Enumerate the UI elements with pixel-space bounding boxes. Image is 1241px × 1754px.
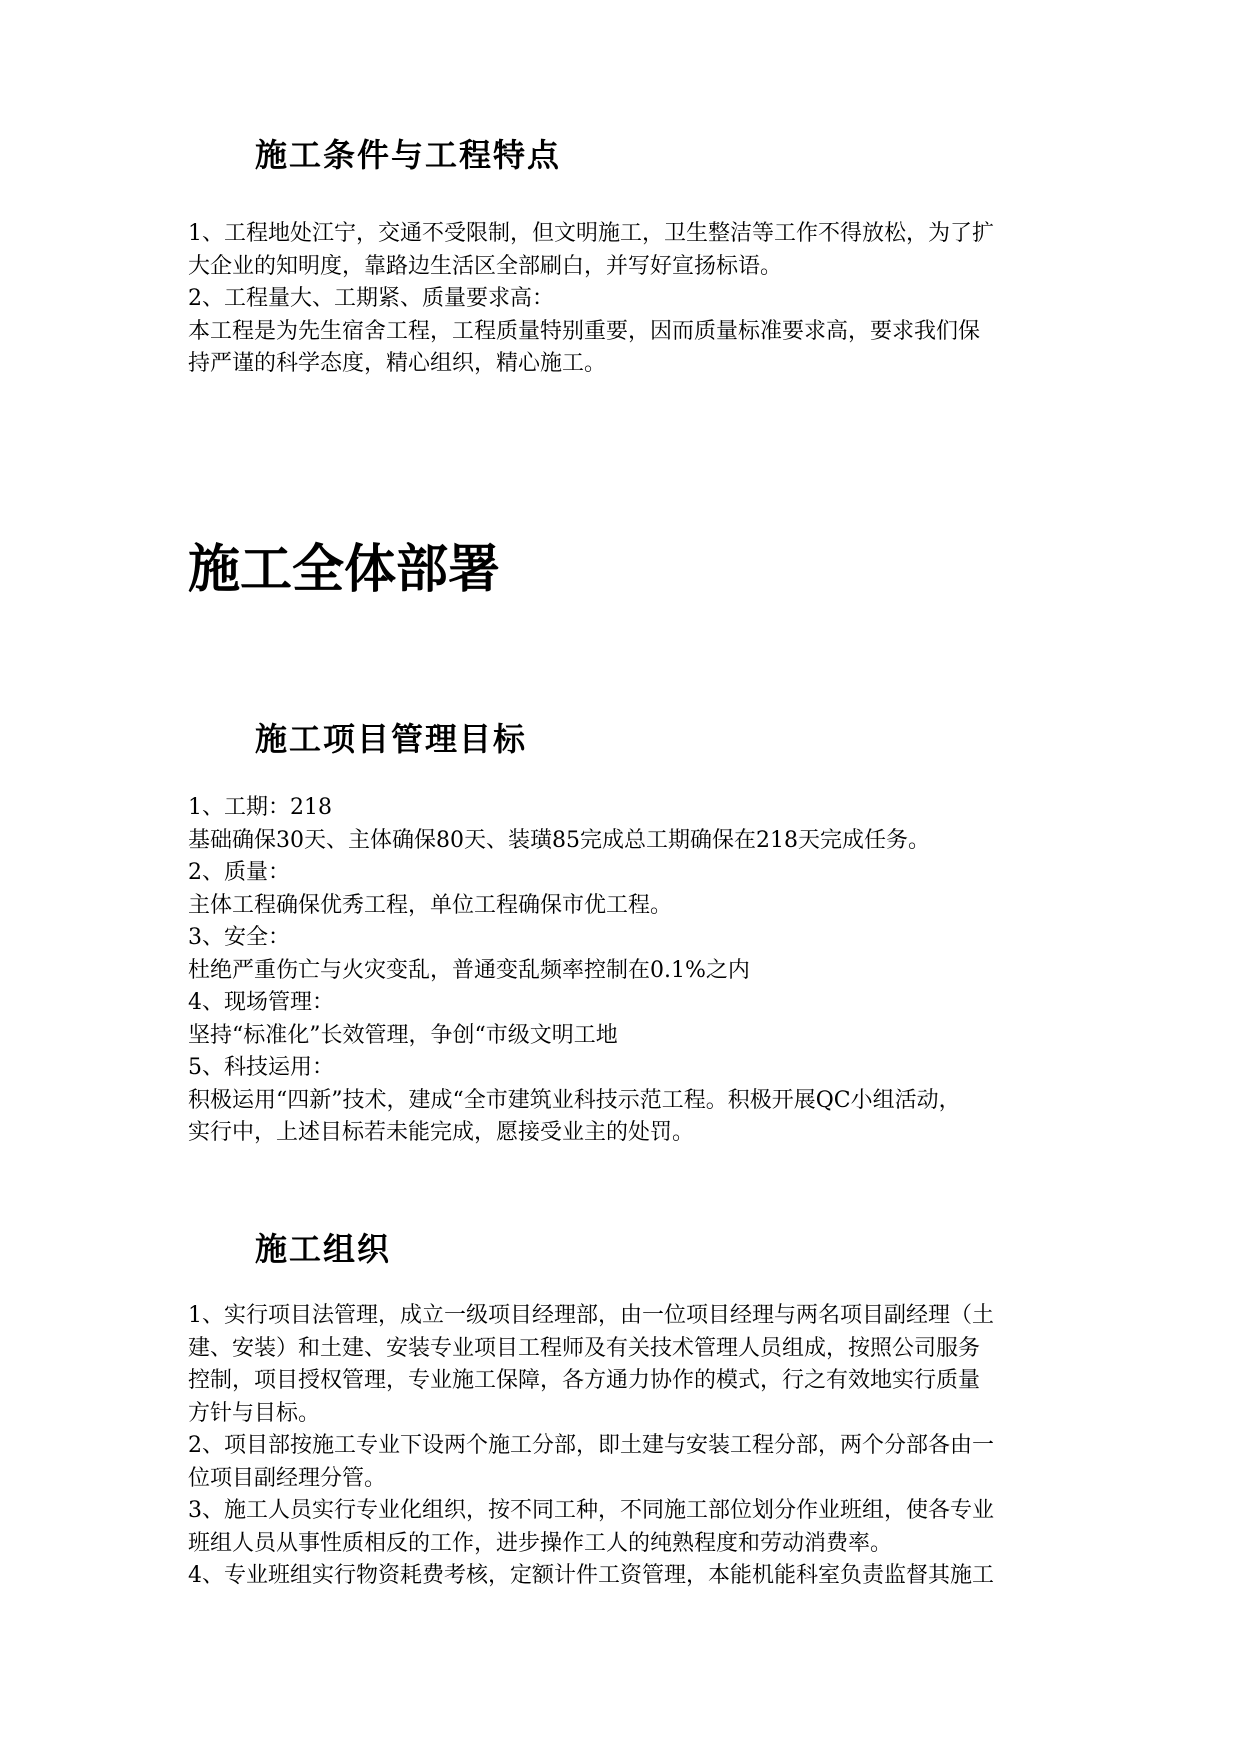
paragraph-line: 建、安装）和土建、安装专业项目工程师及有关技术管理人员组成，按照公司服务 (188, 1335, 981, 1361)
paragraph-line: 4、现场管理： (188, 990, 334, 1015)
paragraph-line: 3、施工人员实行专业化组织，按不同工种，不同施工部位划分作业班组，使各专业 (188, 1498, 994, 1523)
paragraph-line: 5、科技运用： (188, 1055, 334, 1080)
paragraph-line: 1、工期：218 (188, 795, 332, 820)
management-goals-body (188, 792, 1068, 1150)
paragraph-line: 1、工程地处江宁，交通不受限制，但文明施工，卫生整洁等工作不得放松，为了扩 (188, 221, 994, 246)
section-title-construction-conditions: 施工条件与工程特点 (255, 136, 562, 174)
paragraph-line: 大企业的知明度，靠路边生活区全部刷白，并写好宣扬标语。 (188, 253, 783, 279)
paragraph-line: 主体工程确保优秀工程，单位工程确保市优工程。 (188, 892, 673, 918)
paragraph-line: 实行中，上述目标若未能完成，愿接受业主的处罚。 (188, 1120, 695, 1145)
paragraph-line: 方针与目标。 (188, 1400, 321, 1426)
construction-organization-body (188, 1300, 1068, 1593)
paragraph-line: 积极运用“四新”技术，建成“全市建筑业科技示范工程。积极开展QC小组活动， (188, 1087, 961, 1113)
paragraph-line: 2、质量： (188, 860, 290, 885)
paragraph-line: 位项目副经理分管。 (188, 1465, 387, 1491)
paragraph-line: 杜绝严重伤亡与火灾变乱，普通变乱频率控制在0.1%之内 (188, 957, 750, 983)
paragraph-line: 2、工程量大、工期紧、质量要求高： (188, 286, 554, 311)
paragraph-line: 本工程是为先生宿舍工程，工程质量特别重要，因而质量标准要求高，要求我们保 (188, 318, 981, 344)
paragraph-line: 持严谨的科学态度，精心组织，精心施工。 (188, 351, 607, 376)
section-title-management-goals: 施工项目管理目标 (255, 720, 528, 758)
section-title-construction-organization: 施工组织 (255, 1230, 392, 1268)
paragraph-line: 3、安全： (188, 925, 290, 950)
paragraph-line: 1、实行项目法管理，成立一级项目经理部，由一位项目经理与两名项目副经理（土 (188, 1303, 994, 1328)
chapter-title-overall-deployment: 施工全体部署 (188, 539, 501, 600)
paragraph-line: 坚持“标准化”长效管理，争创“市级文明工地 (188, 1022, 618, 1048)
paragraph-line: 4、专业班组实行物资耗费考核，定额计件工资管理，本能机能科室负责监督其施工 (188, 1563, 994, 1588)
paragraph-line: 基础确保30天、主体确保80天、装璜85完成总工期确保在218天完成任务。 (188, 827, 930, 853)
construction-conditions-body (188, 218, 1068, 381)
paragraph-line: 2、项目部按施工专业下设两个施工分部，即土建与安装工程分部，两个分部各由一 (188, 1433, 994, 1458)
paragraph-line: 控制，项目授权管理，专业施工保障，各方通力协作的模式，行之有效地实行质量 (188, 1368, 981, 1393)
paragraph-line: 班组人员从事性质相反的工作，进步操作工人的纯熟程度和劳动消费率。 (188, 1530, 893, 1556)
